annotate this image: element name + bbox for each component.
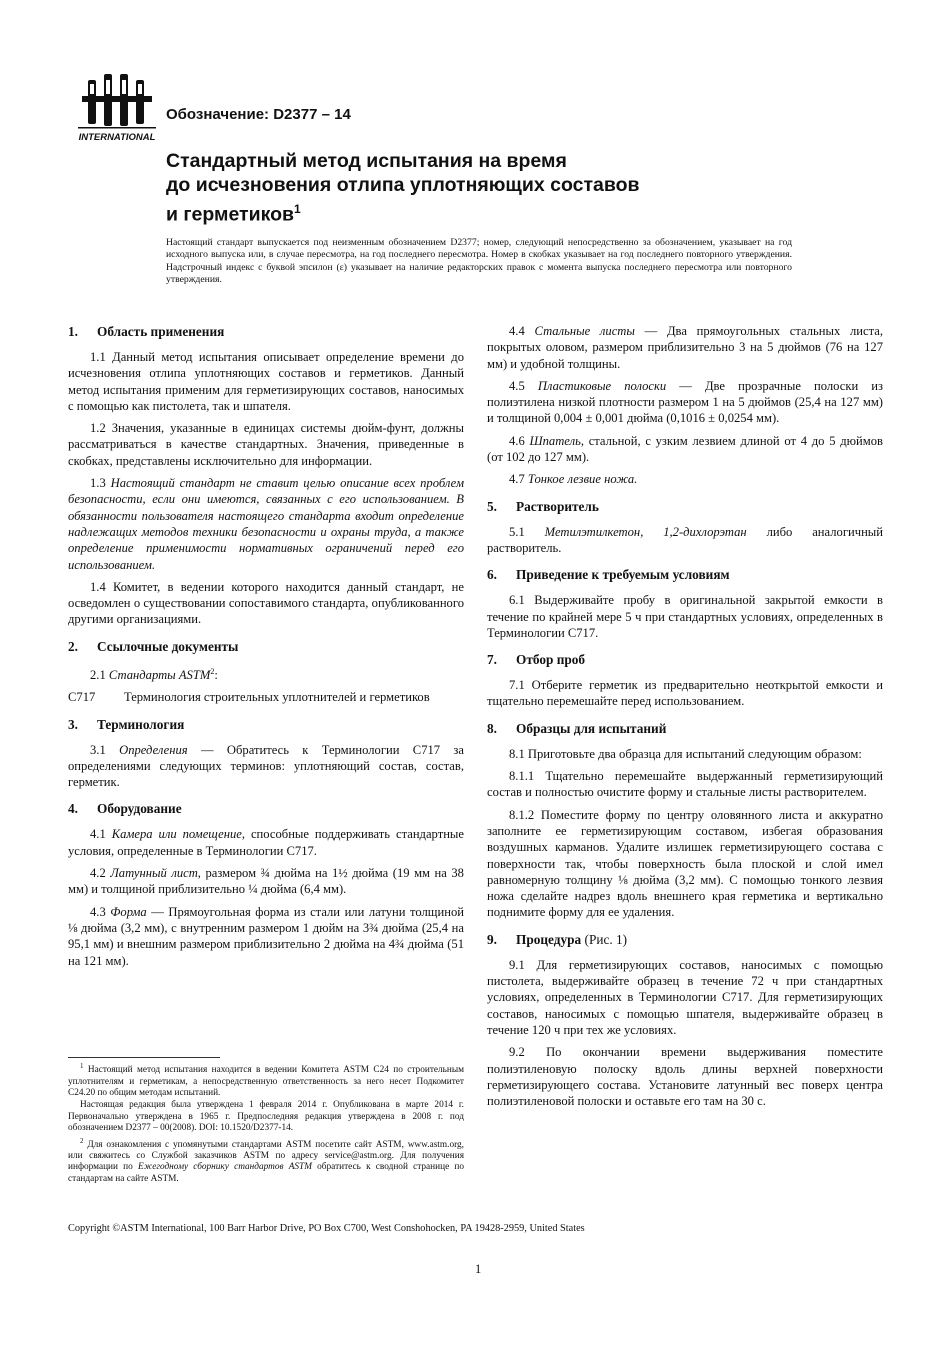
section-heading: 7. Отбор проб (487, 652, 586, 668)
section-4-continued (487, 323, 883, 488)
reference-code: C717 (68, 690, 96, 705)
astm-logo (78, 74, 160, 144)
title-footnote-ref: 1 (293, 202, 301, 216)
paragraph: 9.2 По окончании времени выдерживания поместите полиэтиленовую полоску вдоль длины верхней поверхности герметизирующего состава. Установите латунный вес поверх центра полиэтиленовой полоски и оставьте его там на 30 с. (487, 1045, 883, 1109)
paragraph: 1.4 Комитет, в ведении которого находится данный стандарт, не осведомлен о существовании сопоставимого стандарта, опубликованного другими организациями. (68, 579, 464, 627)
right-column (487, 323, 883, 1119)
section-2 (68, 638, 464, 706)
section-9 (487, 931, 883, 1110)
copyright: Copyright ©ASTM International, 100 Barr Harbor Drive, PO Box C700, West Conshohocken, PA 19428-2959, United States (68, 1223, 585, 1234)
footnotes (68, 1061, 464, 1186)
section-heading: 2. Ссылочные документы (68, 638, 239, 654)
paragraph: 1.1 Данный метод испытания описывает определение времени до исчезновения отлипа уплотняющих составов и герметиков. Данный метод испытания применим для герметизирующих составов, наносимых с помощью как пистолета, так и шпателя. (68, 350, 464, 413)
paragraph: 8.1.1 Тщательно перемешайте выдержанный герметизирующий состав и полностью очистите форму и стальные листы растворителем. (487, 769, 883, 800)
paragraph: 8.1 Приготовьте два образца для испытаний следующим образом: (509, 746, 862, 761)
section-heading: 1. Область применения (68, 324, 225, 339)
section-heading: 9. Процедура (Рис. 1) (487, 931, 628, 947)
section-6 (487, 566, 883, 641)
paragraph: 1.3 Настоящий стандарт не ставит целью описание всех проблем безопасности, если они имеются, связанных с его использованием. В обязанности пользователя настоящего стандарта входит определение надлежащих методов техники безопасности и охраны труда, а также определение применимости нормативных ограничений перед его использованием. (68, 476, 464, 572)
paragraph: 3.1 Определения — Обратитесь к Терминологии С717 за определениями следующих терминов: уплотняющий состав, состав, герметик. (68, 742, 464, 790)
paragraph: 4.3 Форма — Прямоугольная форма из стали или латуни толщиной ⅛ дюйма (3,2 мм), с внутренним размером 1 дюйм на 3¾ дюйма (25,4 на 95,1 мм) и внешним размером приблизительно 2 дюйма на 4¾ дюйма (51 на 121 мм). (68, 904, 464, 968)
section-4 (68, 800, 464, 968)
paragraph: 4.1 Камера или помещение, способные поддерживать стандартные условия, определенные в Терминологии С717. (68, 827, 464, 858)
section-3 (68, 716, 464, 791)
paragraph: 4.7 Тонкое лезвие ножа. (509, 472, 638, 487)
paragraph: 4.2 Латунный лист, размером ¾ дюйма на 1½ дюйма (19 мм на 38 мм) и толщиной приблизительно ¼ дюйма (6,4 мм). (68, 866, 464, 897)
section-heading: 8. Образцы для испытаний (487, 720, 667, 736)
footnote-1-history: Настоящая редакция была утверждена 1 февраля 2014 г. Опубликована в марте 2014 г. Первоначально утверждена в 1965 г. Предпоследняя редакция утверждена в 2008 г. под обозначением D2377 – 00(2008). DOI: 10.1520/D2377-14. (68, 1100, 464, 1134)
paragraph: 2.1 Стандарты ASTM$^2$: (90, 666, 218, 682)
paragraph: 4.6 Шпатель, стальной, с узким лезвием длиной от 4 до 5 дюймов (от 102 до 127 мм). (487, 433, 883, 465)
paragraph: 7.1 Отберите герметик из предварительно неоткрытой емкости и тщательно перемешайте перед использованием. (487, 678, 883, 709)
reference-item (68, 689, 464, 705)
section-heading: 4. Оборудование (68, 801, 182, 817)
logo-text: INTERNATIONAL (78, 132, 156, 143)
paragraph: 9.1 Для герметизирующих составов, наносимых с помощью пистолета, выдерживайте образец в течение 72 ч при стандартных условиях, определенных в Терминологии С717. Для герметизирующих составов, наносимых с помощью шпателя, выдерживайте образец в течение 120 ч при тех же условиях. (487, 957, 883, 1037)
paragraph: 6.1 Выдерживайте пробу в оригинальной закрытой емкости в течение по крайней мере 5 ч при стандартных условиях, определенных в Терминологии С717. (487, 593, 883, 640)
section-7 (487, 651, 883, 710)
paragraph: 1.2 Значения, указанные в единицах системы дюйм-фунт, должны рассматриваться в качестве стандартных. Значения, приведенные в скобках, представлены исключительно для информации. (68, 421, 464, 468)
footnote-1: $^1$ Настоящий метод испытания находится в ведении Комитета ASTM C24 по строительным уплотнителям и герметикам, а непосредственную ответственность за него несет Подкомитет C24.20 по общим методам испытаний. (68, 1062, 464, 1098)
paragraph: 4.5 Пластиковые полоски — Две прозрачные полоски из полиэтилена низкой плотности размером 1 на 5 дюймов (25,4 на 127 мм) и толщиной 0,004 ± 0,001 дюйма (0,1016 ± 0,0254 мм). (487, 378, 883, 426)
section-8 (487, 720, 883, 921)
reference-title: Терминология строительных уплотнителей и герметиков (124, 690, 430, 705)
paragraph: 4.4 Стальные листы — Два прямоугольных стальных листа, покрытых оловом, размером приблизительно 3 на 5 дюймов (76 на 127 мм) и удобной толщины. (487, 324, 883, 371)
designation: Обозначение: D2377 – 14 (166, 106, 351, 123)
title-line-1: Стандартный метод испытания на время (166, 150, 567, 172)
paragraph: 5.1 Метилэтилкетон, 1,2-дихлорэтан либо аналогичный растворитель. (487, 524, 884, 555)
section-heading: 6. Приведение к требуемым условиям (487, 567, 730, 583)
page-number: 1 (475, 1262, 482, 1276)
left-column (68, 323, 464, 979)
intro-note: Настоящий стандарт выпускается под неизменным обозначением D2377; номер, следующий непосредственно за обозначением, указывает на год исходного выпуска или, в случае пересмотра, на год последнего пересмотра. Номер в скобках указывает на год последнего повторного утверждения. Надстрочный индекс с буквой эпсилон (ε) указывает на наличие редакторских правок с момента выпуска последнего пересмотра или повторного утверждения. (166, 237, 792, 285)
paragraph: 8.1.2 Поместите форму по центру оловянного листа и аккуратно заполните ее герметизирующим составом, избегая образования воздушных карманов. Удалите излишек герметизирующего состава с поверхности так, чтобы поверхность была плоской и слой имел равномерную толщину ⅛ дюйма (3,2 мм). С помощью тонкого лезвия ножа сделайте надрез вдоль внешнего края герметика и вертикально поднимите форму для ее удаления. (487, 807, 883, 920)
document-title (166, 149, 806, 227)
footnote-2: $^2$ Для ознакомления с упомянутыми стандартами ASTM посетите сайт ASTM, www.astm.org, или свяжитесь со Службой заказчиков ASTM по адресу service@astm.org. Для получения информации по Ежегодному сборнику стандартов ASTM обратитесь к сводной странице по стандартам на сайте ASTM. (68, 1136, 465, 1184)
title-line-3: и герметиков (166, 203, 294, 226)
footnote-rule (68, 1057, 220, 1058)
title-line-2: до исчезновения отлипа уплотняющих составов (166, 174, 640, 196)
section-1 (68, 323, 464, 628)
section-heading: 5. Растворитель (487, 498, 599, 514)
section-5 (487, 498, 883, 557)
section-heading: 3. Терминология (68, 716, 185, 732)
